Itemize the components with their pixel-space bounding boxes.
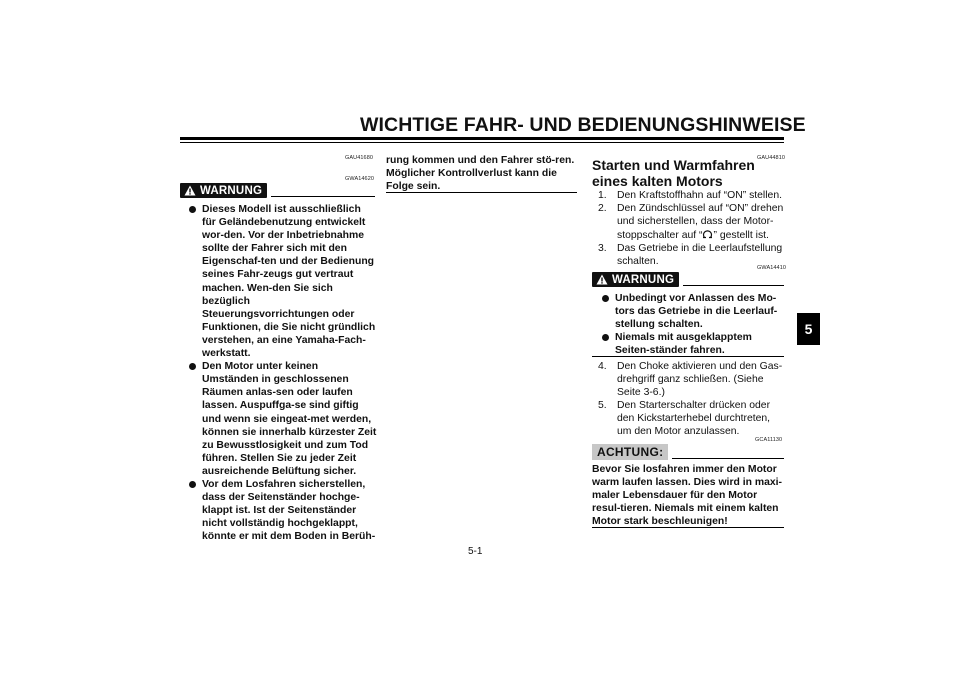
- step-number: 4.: [598, 361, 607, 372]
- warning-item: Den Motor unter keinen Umständen in geschlossenen Räumen anlas-sen oder laufen lassen. Auspuffga-se sind giftig und wenn sie eingeat-met werden, können sie innerhalb kürzester Zeit zu Bewusstlosigkeit und zum Tod führen. Stellen Sie zu jeder Zeit ausreichende Belüftung sicher.: [189, 360, 377, 478]
- steps-list: [598, 190, 784, 268]
- step-item: [598, 190, 784, 203]
- warning-code: GWA14620: [345, 176, 375, 182]
- warning-rule: [271, 196, 375, 197]
- warning-triangle-icon: [596, 274, 608, 285]
- steps-list: [598, 361, 786, 438]
- section-code: GAU41680: [345, 155, 374, 161]
- step-item: [598, 361, 786, 400]
- step-item: [598, 203, 784, 243]
- caution-end-rule: [592, 527, 784, 528]
- warning-end-rule: [386, 192, 577, 193]
- warning-end-rule: [592, 356, 784, 357]
- header-rule-thin: [180, 142, 784, 143]
- step-text: Den Kraftstoffhahn auf “ON” stellen.: [617, 190, 782, 201]
- step-text: ” gestellt ist.: [713, 229, 769, 241]
- step-text: Den Zündschlüssel auf “ON” drehen und sicherstellen, dass der Motor-stoppschalter auf “: [617, 202, 784, 241]
- step-number: 5.: [598, 399, 607, 411]
- warning-list: [189, 203, 377, 543]
- step-number: 1.: [598, 190, 607, 201]
- warning-item: Vor dem Losfahren sicherstellen, dass der Seitenständer hochge-klappt ist. Ist der Seitenständer nicht vollständig hochgeklappt, könnte er mit dem Boden in Berüh-: [189, 478, 377, 543]
- section-title: Starten und Warmfahren eines kalten Motors: [592, 157, 755, 189]
- warning-badge: [592, 272, 679, 287]
- step-text: Den Starterschalter drücken oder den Kickstarterhebel durchtreten, um den Motor anzulassen.: [617, 399, 771, 437]
- warning-badge: [180, 183, 267, 198]
- warning-header: [592, 271, 784, 288]
- engine-stop-symbol-icon: [702, 229, 713, 239]
- header-rule: [180, 137, 784, 140]
- caution-code: GCA11130: [755, 437, 783, 443]
- warning-item: Dieses Modell ist ausschließlich für Geländebenutzung entwickelt wor-den. Vor der Inbetriebnahme sollte der Fahrer sich mit den Eigenschaf-ten und der Bedienung seines Fahr-zeugs gut vertraut machen. Wen-den Sie sich bezüglich Steuerungsvorrichtungen oder Funktionen, die Sie nicht gründlich verstehen, an eine Yamaha-Fach-werkstatt.: [189, 203, 377, 360]
- warning-label: WARNUNG: [612, 273, 675, 286]
- warning-list: [602, 292, 785, 357]
- chapter-tab: 5: [797, 313, 820, 345]
- caution-badge: ACHTUNG:: [592, 444, 668, 460]
- section-code: GAU44810: [757, 155, 786, 161]
- caution-header: [592, 443, 784, 460]
- step-text: Das Getriebe in die Leerlaufstellung schalten.: [617, 242, 783, 267]
- step-number: 2.: [598, 202, 607, 214]
- warning-rule: [683, 285, 784, 286]
- caution-rule: [672, 458, 784, 459]
- page-title: WICHTIGE FAHR- UND BEDIENUNGSHINWEISE: [360, 114, 806, 136]
- warning-continuation: rung kommen und den Fahrer stö-ren. Möglicher Kontrollverlust kann die Folge sein.: [386, 155, 575, 193]
- step-item: [598, 400, 786, 439]
- warning-item: Niemals mit ausgeklapptem Seiten-ständer fahren.: [602, 331, 785, 357]
- warning-code: GWA14410: [757, 265, 787, 271]
- warning-label: WARNUNG: [200, 184, 263, 197]
- warning-triangle-icon: [184, 185, 196, 196]
- step-text: Den Choke aktivieren und den Gas-drehgriff ganz schließen. (Siehe Seite 3-6.): [617, 361, 783, 398]
- step-number: 3.: [598, 242, 607, 254]
- page-number: 5-1: [468, 546, 483, 557]
- warning-header: [180, 182, 375, 199]
- caution-text: Bevor Sie losfahren immer den Motor warm laufen lassen. Dies wird in maxi-maler Lebensdauer für den Motor resul-tieren. Niemals mit einem kalten Motor stark beschleunigen!: [592, 464, 782, 528]
- warning-item: Unbedingt vor Anlassen des Mo-tors das Getriebe in die Leerlauf-stellung schalten.: [602, 292, 785, 331]
